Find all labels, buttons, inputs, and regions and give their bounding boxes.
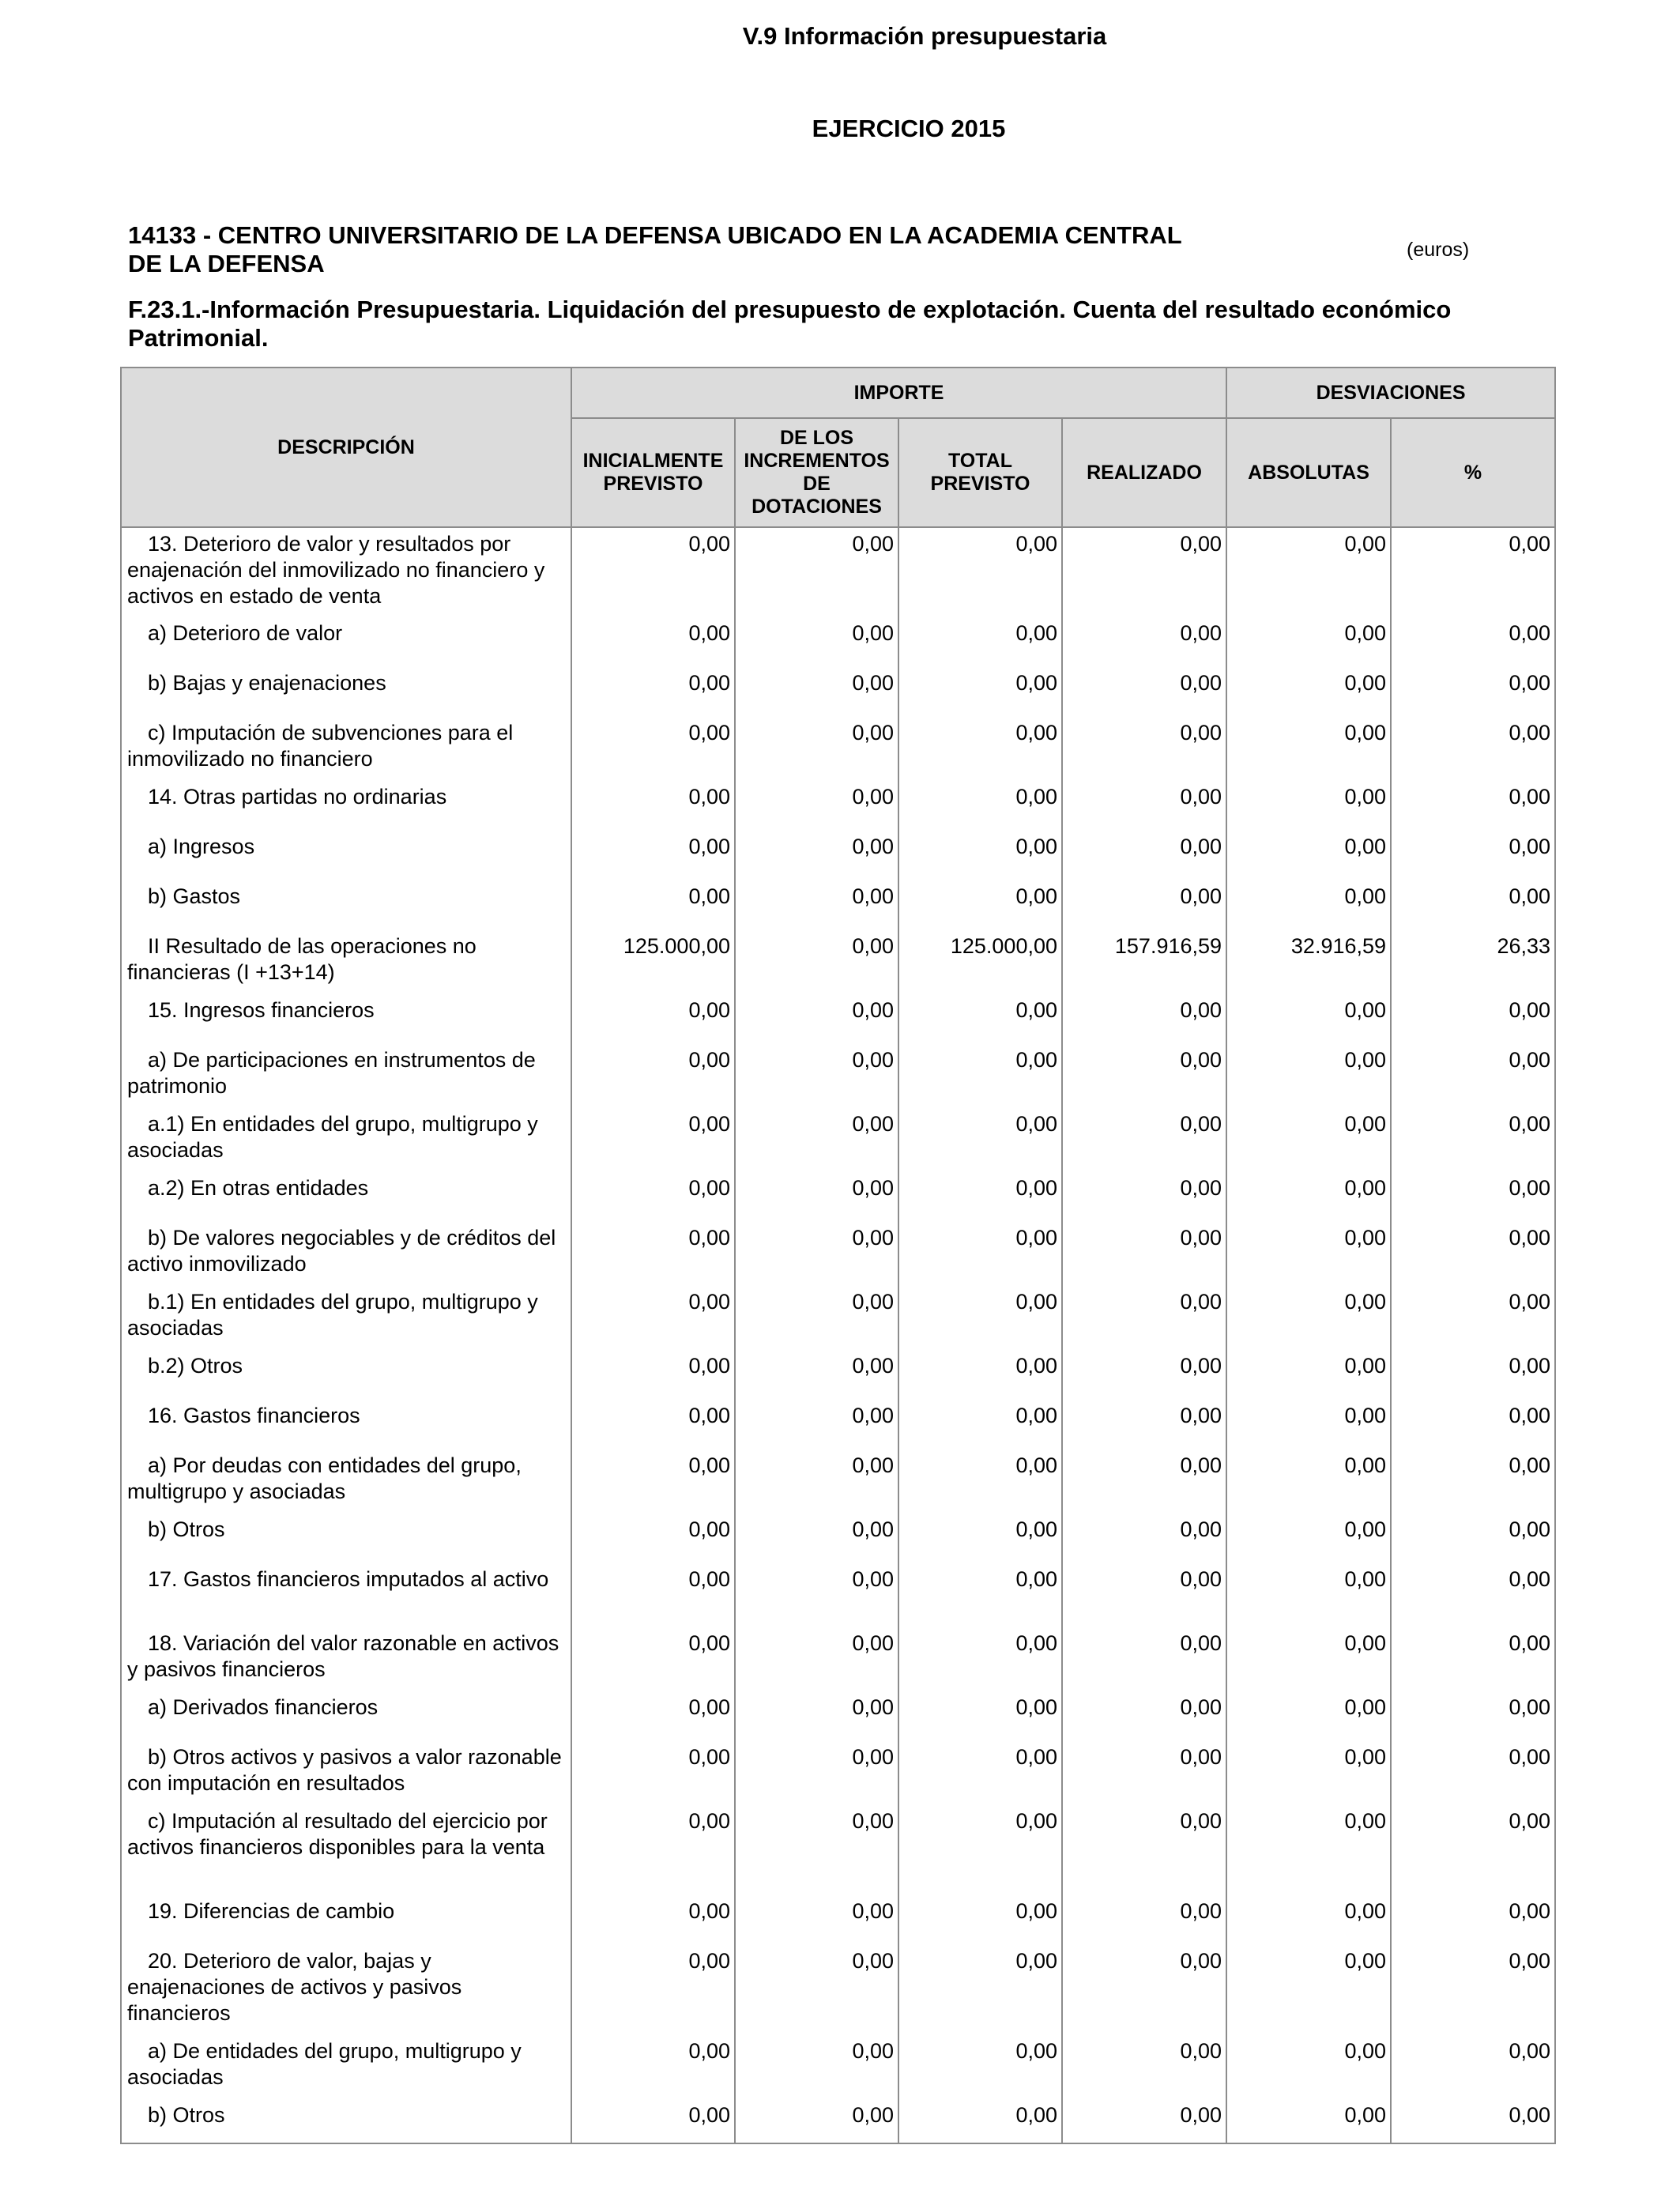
cell-total-previsto: 0,00	[898, 1044, 1062, 1108]
table-row	[121, 1222, 1555, 1286]
cell-inicialmente-previsto: 0,00	[571, 1895, 735, 1945]
cell-porcentaje: 0,00	[1391, 2099, 1555, 2143]
cell-incrementos: 0,00	[735, 1741, 898, 1805]
cell-realizado: 0,00	[1062, 880, 1226, 930]
header-realizado: REALIZADO	[1062, 418, 1226, 527]
table-row	[121, 1108, 1555, 1172]
budget-table	[120, 367, 1556, 2144]
cell-realizado: 0,00	[1062, 1691, 1226, 1741]
row-description: b) Otros	[121, 1514, 571, 1563]
header-incrementos-dotaciones: DE LOS INCREMENTOS DE DOTACIONES	[735, 418, 898, 527]
table-row	[121, 880, 1555, 930]
row-description: a) Derivados financieros	[121, 1691, 571, 1741]
cell-realizado: 0,00	[1062, 831, 1226, 880]
cell-realizado: 0,00	[1062, 717, 1226, 781]
cell-realizado: 0,00	[1062, 1627, 1226, 1691]
row-description: c) Imputación de subvenciones para el inmovilizado no financiero	[121, 717, 571, 781]
cell-porcentaje: 0,00	[1391, 1286, 1555, 1350]
cell-porcentaje: 0,00	[1391, 1514, 1555, 1563]
cell-total-previsto: 0,00	[898, 1895, 1062, 1945]
cell-realizado: 0,00	[1062, 2035, 1226, 2099]
cell-incrementos: 0,00	[735, 1691, 898, 1741]
cell-absolutas: 0,00	[1226, 2099, 1391, 2143]
cell-total-previsto: 0,00	[898, 1805, 1062, 1895]
row-description: a) De entidades del grupo, multigrupo y asociadas	[121, 2035, 571, 2099]
cell-incrementos: 0,00	[735, 1350, 898, 1400]
cell-inicialmente-previsto: 125.000,00	[571, 930, 735, 994]
row-description: b) Bajas y enajenaciones	[121, 667, 571, 717]
row-description: 19. Diferencias de cambio	[121, 1895, 571, 1945]
header-descripcion: DESCRIPCIÓN	[121, 368, 571, 527]
cell-inicialmente-previsto: 0,00	[571, 1108, 735, 1172]
cell-absolutas: 0,00	[1226, 880, 1391, 930]
table-row	[121, 994, 1555, 1044]
header-desviaciones: DESVIACIONES	[1226, 368, 1555, 418]
cell-total-previsto: 0,00	[898, 1222, 1062, 1286]
cell-absolutas: 0,00	[1226, 1627, 1391, 1691]
cell-incrementos: 0,00	[735, 831, 898, 880]
cell-porcentaje: 0,00	[1391, 1741, 1555, 1805]
table-row	[121, 667, 1555, 717]
report-subtitle: F.23.1.-Información Presupuestaria. Liquidación del presupuesto de explotación. Cuenta del resultado económico Patrimonial.	[128, 296, 1452, 352]
row-description: II Resultado de las operaciones no financieras (I +13+14)	[121, 930, 571, 994]
cell-inicialmente-previsto: 0,00	[571, 2099, 735, 2143]
cell-realizado: 0,00	[1062, 1895, 1226, 1945]
cell-total-previsto: 0,00	[898, 2035, 1062, 2099]
cell-total-previsto: 0,00	[898, 527, 1062, 617]
cell-realizado: 0,00	[1062, 1805, 1226, 1895]
cell-total-previsto: 0,00	[898, 2099, 1062, 2143]
cell-porcentaje: 0,00	[1391, 1563, 1555, 1627]
table-row	[121, 1741, 1555, 1805]
cell-porcentaje: 0,00	[1391, 1108, 1555, 1172]
cell-incrementos: 0,00	[735, 781, 898, 831]
cell-incrementos: 0,00	[735, 667, 898, 717]
cell-inicialmente-previsto: 0,00	[571, 1741, 735, 1805]
table-row	[121, 2099, 1555, 2143]
entity-title-line1: 14133 - CENTRO UNIVERSITARIO DE LA DEFENSA UBICADO EN LA ACADEMIA CENTRAL	[128, 221, 1182, 249]
cell-inicialmente-previsto: 0,00	[571, 831, 735, 880]
cell-porcentaje: 0,00	[1391, 527, 1555, 617]
cell-absolutas: 0,00	[1226, 994, 1391, 1044]
table-row	[121, 1805, 1555, 1895]
cell-incrementos: 0,00	[735, 617, 898, 667]
header-importe: IMPORTE	[571, 368, 1226, 418]
cell-porcentaje: 0,00	[1391, 1222, 1555, 1286]
cell-total-previsto: 0,00	[898, 1627, 1062, 1691]
cell-realizado: 157.916,59	[1062, 930, 1226, 994]
cell-absolutas: 0,00	[1226, 1691, 1391, 1741]
cell-inicialmente-previsto: 0,00	[571, 994, 735, 1044]
cell-realizado: 0,00	[1062, 1400, 1226, 1449]
cell-absolutas: 0,00	[1226, 781, 1391, 831]
cell-total-previsto: 0,00	[898, 1514, 1062, 1563]
cell-inicialmente-previsto: 0,00	[571, 527, 735, 617]
cell-absolutas: 0,00	[1226, 1350, 1391, 1400]
row-description: a) Por deudas con entidades del grupo, multigrupo y asociadas	[121, 1449, 571, 1514]
cell-realizado: 0,00	[1062, 667, 1226, 717]
cell-realizado: 0,00	[1062, 1945, 1226, 2035]
section-title: V.9 Información presupuestaria	[742, 22, 1107, 50]
cell-inicialmente-previsto: 0,00	[571, 1514, 735, 1563]
cell-inicialmente-previsto: 0,00	[571, 1691, 735, 1741]
cell-porcentaje: 0,00	[1391, 1691, 1555, 1741]
cell-porcentaje: 0,00	[1391, 1895, 1555, 1945]
table-row	[121, 1895, 1555, 1945]
cell-inicialmente-previsto: 0,00	[571, 1172, 735, 1222]
cell-incrementos: 0,00	[735, 1286, 898, 1350]
row-description: b) Otros activos y pasivos a valor razonable con imputación en resultados	[121, 1741, 571, 1805]
cell-incrementos: 0,00	[735, 1895, 898, 1945]
cell-inicialmente-previsto: 0,00	[571, 617, 735, 667]
cell-realizado: 0,00	[1062, 1286, 1226, 1350]
cell-inicialmente-previsto: 0,00	[571, 1044, 735, 1108]
cell-incrementos: 0,00	[735, 1945, 898, 2035]
cell-absolutas: 0,00	[1226, 1449, 1391, 1514]
cell-incrementos: 0,00	[735, 1044, 898, 1108]
cell-total-previsto: 0,00	[898, 1172, 1062, 1222]
cell-realizado: 0,00	[1062, 1514, 1226, 1563]
table-row	[121, 1172, 1555, 1222]
cell-incrementos: 0,00	[735, 2035, 898, 2099]
cell-total-previsto: 0,00	[898, 1350, 1062, 1400]
cell-absolutas: 0,00	[1226, 1805, 1391, 1895]
cell-absolutas: 0,00	[1226, 1286, 1391, 1350]
cell-absolutas: 0,00	[1226, 1895, 1391, 1945]
cell-realizado: 0,00	[1062, 994, 1226, 1044]
cell-inicialmente-previsto: 0,00	[571, 1449, 735, 1514]
cell-porcentaje: 0,00	[1391, 617, 1555, 667]
table-row	[121, 617, 1555, 667]
table-row	[121, 1514, 1555, 1563]
row-description: a) Ingresos	[121, 831, 571, 880]
row-description: b.2) Otros	[121, 1350, 571, 1400]
cell-inicialmente-previsto: 0,00	[571, 1222, 735, 1286]
table-row	[121, 1286, 1555, 1350]
entity-title	[128, 221, 1298, 278]
row-description: b) Gastos	[121, 880, 571, 930]
cell-total-previsto: 0,00	[898, 1691, 1062, 1741]
table-row	[121, 1627, 1555, 1691]
table-row	[121, 1449, 1555, 1514]
cell-inicialmente-previsto: 0,00	[571, 667, 735, 717]
cell-porcentaje: 26,33	[1391, 930, 1555, 994]
cell-inicialmente-previsto: 0,00	[571, 1945, 735, 2035]
cell-absolutas: 0,00	[1226, 1563, 1391, 1627]
cell-incrementos: 0,00	[735, 1400, 898, 1449]
cell-porcentaje: 0,00	[1391, 831, 1555, 880]
row-description: 20. Deterioro de valor, bajas y enajenaciones de activos y pasivos financieros	[121, 1945, 571, 2035]
row-description: c) Imputación al resultado del ejercicio por activos financieros disponibles para la venta	[121, 1805, 571, 1895]
cell-realizado: 0,00	[1062, 1172, 1226, 1222]
cell-incrementos: 0,00	[735, 527, 898, 617]
cell-total-previsto: 0,00	[898, 880, 1062, 930]
cell-absolutas: 0,00	[1226, 527, 1391, 617]
row-description: b) De valores negociables y de créditos del activo inmovilizado	[121, 1222, 571, 1286]
table-row	[121, 831, 1555, 880]
table-row	[121, 1044, 1555, 1108]
cell-porcentaje: 0,00	[1391, 994, 1555, 1044]
cell-porcentaje: 0,00	[1391, 667, 1555, 717]
row-description: 18. Variación del valor razonable en activos y pasivos financieros	[121, 1627, 571, 1691]
cell-realizado: 0,00	[1062, 1108, 1226, 1172]
cell-realizado: 0,00	[1062, 1741, 1226, 1805]
cell-inicialmente-previsto: 0,00	[571, 2035, 735, 2099]
year-label: EJERCICIO 2015	[812, 115, 1006, 142]
cell-total-previsto: 0,00	[898, 1945, 1062, 2035]
cell-inicialmente-previsto: 0,00	[571, 781, 735, 831]
cell-realizado: 0,00	[1062, 781, 1226, 831]
row-description: a.2) En otras entidades	[121, 1172, 571, 1222]
cell-absolutas: 0,00	[1226, 1400, 1391, 1449]
cell-porcentaje: 0,00	[1391, 1044, 1555, 1108]
cell-absolutas: 0,00	[1226, 1222, 1391, 1286]
cell-realizado: 0,00	[1062, 1044, 1226, 1108]
cell-absolutas: 0,00	[1226, 1945, 1391, 2035]
cell-porcentaje: 0,00	[1391, 1172, 1555, 1222]
cell-incrementos: 0,00	[735, 1108, 898, 1172]
cell-total-previsto: 125.000,00	[898, 930, 1062, 994]
cell-total-previsto: 0,00	[898, 667, 1062, 717]
cell-incrementos: 0,00	[735, 994, 898, 1044]
cell-incrementos: 0,00	[735, 1449, 898, 1514]
cell-total-previsto: 0,00	[898, 1286, 1062, 1350]
cell-inicialmente-previsto: 0,00	[571, 717, 735, 781]
table-header	[121, 368, 1555, 527]
cell-absolutas: 0,00	[1226, 717, 1391, 781]
cell-absolutas: 32.916,59	[1226, 930, 1391, 994]
cell-absolutas: 0,00	[1226, 1514, 1391, 1563]
cell-total-previsto: 0,00	[898, 617, 1062, 667]
cell-incrementos: 0,00	[735, 1563, 898, 1627]
cell-incrementos: 0,00	[735, 1627, 898, 1691]
header-absolutas: ABSOLUTAS	[1226, 418, 1391, 527]
table-row	[121, 1691, 1555, 1741]
cell-absolutas: 0,00	[1226, 617, 1391, 667]
row-description: b.1) En entidades del grupo, multigrupo y asociadas	[121, 1286, 571, 1350]
cell-porcentaje: 0,00	[1391, 717, 1555, 781]
table-row	[121, 1945, 1555, 2035]
cell-total-previsto: 0,00	[898, 717, 1062, 781]
cell-absolutas: 0,00	[1226, 1172, 1391, 1222]
row-description: a.1) En entidades del grupo, multigrupo y asociadas	[121, 1108, 571, 1172]
cell-absolutas: 0,00	[1226, 1044, 1391, 1108]
cell-total-previsto: 0,00	[898, 1449, 1062, 1514]
cell-porcentaje: 0,00	[1391, 1400, 1555, 1449]
cell-inicialmente-previsto: 0,00	[571, 1805, 735, 1895]
cell-total-previsto: 0,00	[898, 1563, 1062, 1627]
cell-porcentaje: 0,00	[1391, 2035, 1555, 2099]
cell-total-previsto: 0,00	[898, 1400, 1062, 1449]
table-row	[121, 717, 1555, 781]
cell-incrementos: 0,00	[735, 930, 898, 994]
cell-incrementos: 0,00	[735, 1805, 898, 1895]
cell-porcentaje: 0,00	[1391, 1627, 1555, 1691]
table-row	[121, 781, 1555, 831]
cell-inicialmente-previsto: 0,00	[571, 1286, 735, 1350]
cell-realizado: 0,00	[1062, 1350, 1226, 1400]
cell-realizado: 0,00	[1062, 1222, 1226, 1286]
cell-porcentaje: 0,00	[1391, 1805, 1555, 1895]
cell-total-previsto: 0,00	[898, 781, 1062, 831]
table-body	[121, 527, 1555, 2143]
cell-total-previsto: 0,00	[898, 994, 1062, 1044]
cell-porcentaje: 0,00	[1391, 880, 1555, 930]
units-label: (euros)	[1407, 239, 1470, 261]
cell-absolutas: 0,00	[1226, 1741, 1391, 1805]
cell-incrementos: 0,00	[735, 1172, 898, 1222]
row-description: 15. Ingresos financieros	[121, 994, 571, 1044]
cell-total-previsto: 0,00	[898, 1741, 1062, 1805]
row-description: 17. Gastos financieros imputados al activo	[121, 1563, 571, 1627]
cell-incrementos: 0,00	[735, 1514, 898, 1563]
cell-absolutas: 0,00	[1226, 2035, 1391, 2099]
cell-total-previsto: 0,00	[898, 1108, 1062, 1172]
cell-inicialmente-previsto: 0,00	[571, 1400, 735, 1449]
cell-realizado: 0,00	[1062, 527, 1226, 617]
table-row	[121, 527, 1555, 617]
cell-realizado: 0,00	[1062, 617, 1226, 667]
cell-realizado: 0,00	[1062, 1563, 1226, 1627]
cell-incrementos: 0,00	[735, 1222, 898, 1286]
row-description: b) Otros	[121, 2099, 571, 2143]
header-inicialmente-previsto: INICIALMENTE PREVISTO	[571, 418, 735, 527]
row-description: 16. Gastos financieros	[121, 1400, 571, 1449]
cell-incrementos: 0,00	[735, 880, 898, 930]
row-description: a) De participaciones en instrumentos de patrimonio	[121, 1044, 571, 1108]
cell-incrementos: 0,00	[735, 717, 898, 781]
cell-realizado: 0,00	[1062, 2099, 1226, 2143]
header-total-previsto: TOTAL PREVISTO	[898, 418, 1062, 527]
cell-inicialmente-previsto: 0,00	[571, 880, 735, 930]
cell-inicialmente-previsto: 0,00	[571, 1627, 735, 1691]
table-row	[121, 1400, 1555, 1449]
cell-incrementos: 0,00	[735, 2099, 898, 2143]
cell-porcentaje: 0,00	[1391, 1350, 1555, 1400]
cell-porcentaje: 0,00	[1391, 1449, 1555, 1514]
cell-inicialmente-previsto: 0,00	[571, 1563, 735, 1627]
cell-porcentaje: 0,00	[1391, 1945, 1555, 2035]
table-row	[121, 930, 1555, 994]
row-description: 14. Otras partidas no ordinarias	[121, 781, 571, 831]
cell-porcentaje: 0,00	[1391, 781, 1555, 831]
cell-absolutas: 0,00	[1226, 667, 1391, 717]
row-description: a) Deterioro de valor	[121, 617, 571, 667]
cell-absolutas: 0,00	[1226, 1108, 1391, 1172]
cell-realizado: 0,00	[1062, 1449, 1226, 1514]
table-row	[121, 1563, 1555, 1627]
cell-inicialmente-previsto: 0,00	[571, 1350, 735, 1400]
cell-absolutas: 0,00	[1226, 831, 1391, 880]
entity-title-line2: DE LA DEFENSA	[128, 250, 325, 277]
row-description: 13. Deterioro de valor y resultados por enajenación del inmovilizado no financiero y activos en estado de venta	[121, 527, 571, 617]
table-row	[121, 2035, 1555, 2099]
header-porcentaje: %	[1391, 418, 1555, 527]
cell-total-previsto: 0,00	[898, 831, 1062, 880]
table-row	[121, 1350, 1555, 1400]
